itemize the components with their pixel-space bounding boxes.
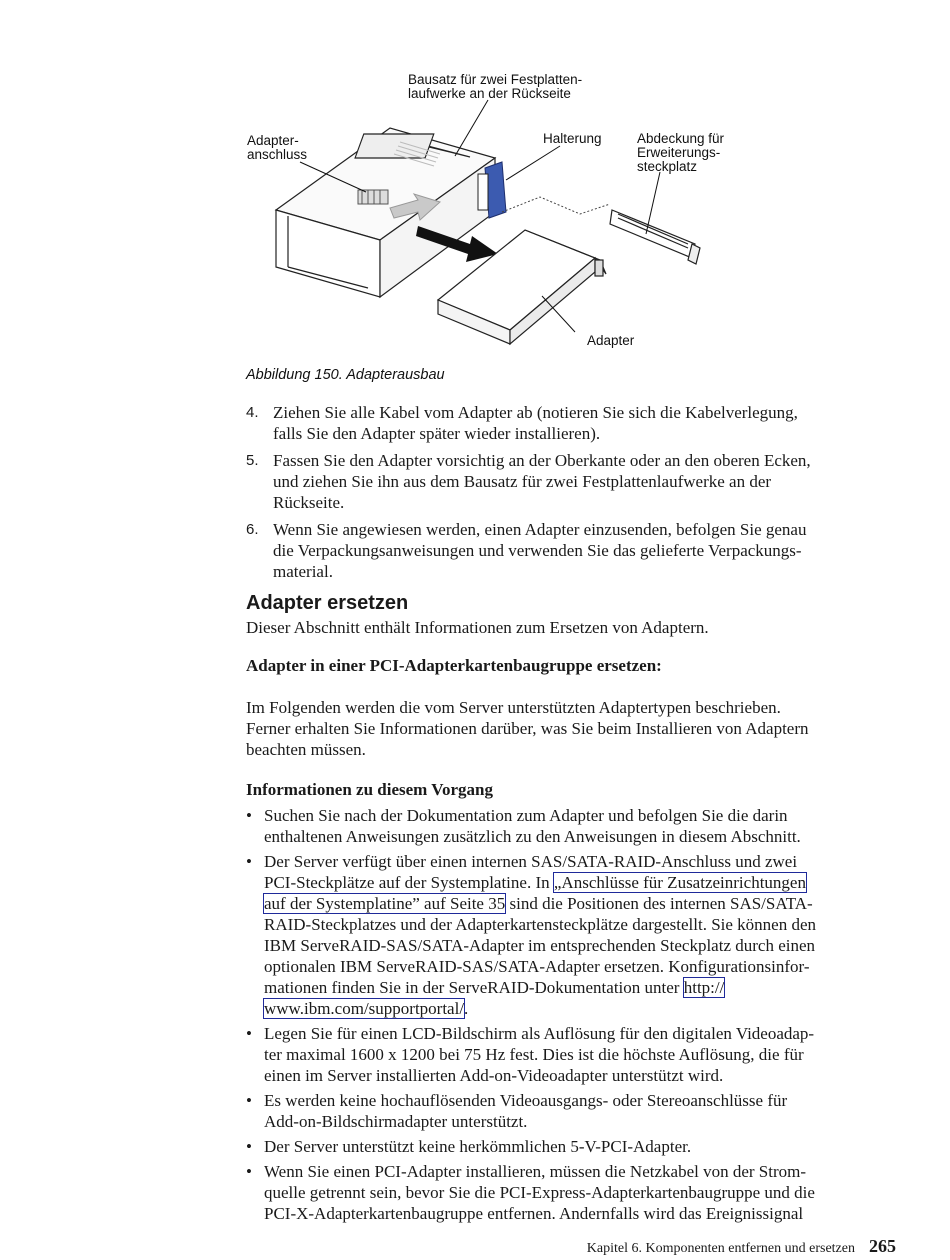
label-adapter-connector [247, 134, 307, 162]
chapter-title: Kapitel 6. Komponenten entfernen und ersetzen [586, 1241, 855, 1256]
text-line: falls Sie den Adapter später wieder installieren). [273, 424, 601, 443]
step-item [246, 450, 901, 513]
bullet-text [264, 1090, 787, 1132]
step-number: 4. [246, 404, 259, 421]
bullet-text [264, 1161, 815, 1224]
subheading-replace-adapter: Adapter in einer PCI-Adapterkartenbaugruppe ersetzen: [246, 656, 662, 675]
bullet-icon: • [246, 1162, 252, 1181]
label-line: Halterung [543, 131, 602, 146]
step-number: 5. [246, 452, 259, 469]
text-line: PCI-X-Adapterkartenbaugruppe entfernen. Andernfalls wird das Ereignissignal [264, 1204, 804, 1223]
text-line: einen im Server installierten Add-on-Videoadapter unterstützt wird. [264, 1066, 724, 1085]
bullet-text [264, 1023, 814, 1086]
text-line: ter maximal 1600 x 1200 bei 75 Hz fest. Dies ist die höchste Auflösung, die für [264, 1045, 804, 1064]
label-line: laufwerke an der Rückseite [408, 86, 571, 101]
label-line: Bausatz für zwei Festplatten- [408, 72, 583, 87]
text-line: Im Folgenden werden die vom Server unterstützten Adaptertypen beschrieben. [246, 698, 781, 717]
bullet-icon: • [246, 806, 252, 825]
text-span: . [464, 999, 469, 1018]
bullet-text [264, 1136, 691, 1157]
bullet-item [246, 851, 906, 1019]
text-line: optionalen IBM ServeRAID-SAS/SATA-Adapter ersetzen. Konfigurationsinfor- [264, 957, 810, 976]
text-span: sind die Positionen des internen SAS/SATA- [505, 894, 813, 913]
bullet-item [246, 1136, 906, 1157]
page-footer [587, 1236, 896, 1257]
text-line: Wenn Sie angewiesen werden, einen Adapter einzusenden, befolgen Sie genau [273, 520, 807, 539]
bullet-item [246, 1090, 906, 1132]
text-line: und ziehen Sie ihn aus dem Bausatz für zwei Festplattenlaufwerke an der [273, 472, 772, 491]
label-line: anschluss [247, 147, 308, 162]
text-line: Wenn Sie einen PCI-Adapter installieren, müssen die Netzkabel von der Strom- [264, 1162, 807, 1181]
step-text [273, 519, 806, 582]
text-line: material. [273, 562, 333, 581]
bullet-icon: • [246, 1091, 252, 1110]
text-line: enthaltenen Anweisungen zusätzlich zu den Anweisungen in diesem Abschnitt. [264, 827, 801, 846]
label-line: Adapter [587, 333, 635, 348]
info-bullet-list [246, 805, 906, 1228]
bullet-item [246, 1023, 906, 1086]
text-line: RAID-Steckplatzes und der Adapterkartensteckplätze dargestellt. Sie können den [264, 915, 817, 934]
link-support-portal-cont[interactable]: www.ibm.com/supportportal/ [264, 999, 465, 1018]
label-line: steckplatz [637, 159, 698, 174]
text-line: Ziehen Sie alle Kabel vom Adapter ab (notieren Sie sich die Kabelverlegung, [273, 403, 798, 422]
text-line [264, 893, 816, 914]
link-connectors-section[interactable]: „Anschlüsse für Zusatzeinrichtungen [553, 873, 806, 892]
text-line: quelle getrennt sein, bevor Sie die PCI-Express-Adapterkartenbaugruppe und die [264, 1183, 815, 1202]
text-line: Rückseite. [273, 493, 345, 512]
text-line: Suchen Sie nach der Dokumentation zum Adapter und befolgen Sie die darin [264, 806, 788, 825]
text-line: Legen Sie für einen LCD-Bildschirm als Auflösung für den digitalen Videoadap- [264, 1024, 815, 1043]
section-title: Adapter ersetzen [246, 592, 409, 614]
link-connectors-section-cont[interactable]: auf der Systemplatine” auf Seite 35 [264, 894, 506, 913]
link-support-portal[interactable]: http:// [683, 978, 725, 997]
label-slot-cover [637, 132, 724, 174]
text-line: beachten müssen. [246, 740, 366, 759]
label-adapter [587, 334, 634, 348]
label-bracket [543, 132, 602, 146]
step-text [273, 402, 798, 444]
label-line: Adapter- [247, 133, 299, 148]
text-line: Fassen Sie den Adapter vorsichtig an der Oberkante oder an den oberen Ecken, [273, 451, 811, 470]
text-span: PCI-Steckplätze auf der Systemplatine. In [264, 873, 554, 892]
page-number: 265 [869, 1236, 896, 1256]
bullet-icon: • [246, 852, 252, 871]
subheading-procedure-info: Informationen zu diesem Vorgang [246, 780, 493, 799]
steps-list [246, 402, 901, 588]
step-item [246, 519, 901, 582]
text-span: mationen finden Sie in der ServeRAID-Dokumentation unter [264, 978, 684, 997]
label-line: Erweiterungs- [637, 145, 721, 160]
step-item [246, 402, 901, 444]
bullet-item [246, 805, 906, 847]
text-line: IBM ServeRAID-SAS/SATA-Adapter im entsprechenden Steckplatz durch einen [264, 936, 816, 955]
bullet-text [264, 805, 801, 847]
text-line: Der Server verfügt über einen internen SAS/SATA-RAID-Anschluss und zwei [264, 852, 798, 871]
text-line [264, 977, 816, 998]
step-number: 6. [246, 521, 259, 538]
bullet-item [246, 1161, 906, 1224]
bullet-icon: • [246, 1137, 252, 1156]
text-line: die Verpackungsanweisungen und verwenden Sie das gelieferte Verpackungs- [273, 541, 802, 560]
bullet-text [264, 851, 816, 1019]
label-line: Abdeckung für [637, 131, 725, 146]
section-intro: Dieser Abschnitt enthält Informationen zum Ersetzen von Adaptern. [246, 618, 709, 637]
text-line [264, 998, 816, 1019]
step-text [273, 450, 811, 513]
adapter-removal-figure [240, 62, 740, 362]
label-rear-drive-kit [408, 73, 582, 101]
text-line: Add-on-Bildschirmadapter unterstützt. [264, 1112, 528, 1131]
bullet-icon: • [246, 1024, 252, 1043]
intro-paragraph [246, 697, 906, 760]
text-line [264, 872, 816, 893]
text-line: Es werden keine hochauflösenden Videoausgangs- oder Stereoanschlüsse für [264, 1091, 788, 1110]
figure-caption: Abbildung 150. Adapterausbau [246, 367, 445, 383]
text-line: Der Server unterstützt keine herkömmlichen 5-V-PCI-Adapter. [264, 1137, 692, 1156]
adapter-removal-illustration [240, 62, 740, 362]
text-line: Ferner erhalten Sie Informationen darüber, was Sie beim Installieren von Adaptern [246, 719, 809, 738]
